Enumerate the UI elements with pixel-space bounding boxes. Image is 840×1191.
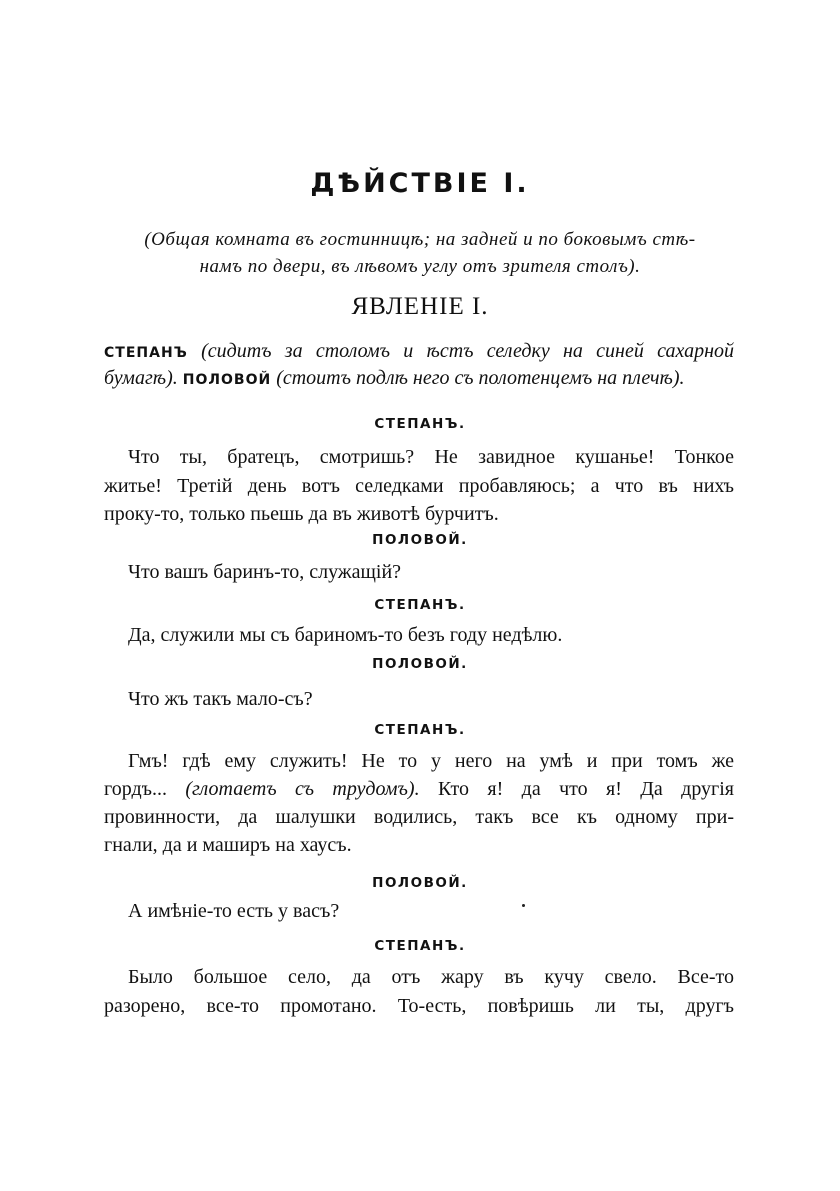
dialogue-stage-direction: (глотаетъ съ трудомъ). — [185, 778, 420, 800]
speaker-label: ПОЛОВОЙ. — [372, 656, 468, 672]
dialogue-line: А имѣніе-то есть у васъ? — [128, 900, 340, 922]
speaker-label: СТЕПАНЪ. — [374, 722, 466, 738]
scene-direction-line-2 — [104, 367, 734, 390]
dialogue-line: Гмъ! гдѣ ему служить! Не то у него на умѣ и при томъ же — [128, 750, 734, 772]
dialogue-line: провинности, да шалушки водились, такъ все къ одному при- — [104, 806, 734, 828]
speaker-label: ПОЛОВОЙ. — [372, 875, 468, 891]
dialogue-line: разорено, все-то промотано. То-есть, повѣришь ли ты, другъ — [104, 995, 734, 1017]
speaker-label: СТЕПАНЪ. — [374, 416, 466, 432]
speaker-label: СТЕПАНЪ. — [374, 938, 466, 954]
dialogue-line: Что жъ такъ мало-съ? — [128, 688, 313, 710]
act-title: ДѢЙСТВІЕ I. — [310, 168, 530, 199]
dialogue-line: Было большое село, да отъ жару въ кучу свело. Все-то — [128, 966, 734, 988]
scene-direction-text-3: (стоитъ подлѣ него съ полотенцемъ на плечѣ). — [276, 367, 685, 389]
scene-direction-line-1 — [104, 340, 734, 363]
dialogue-line: Что вашъ баринъ-то, служащій? — [128, 561, 402, 583]
scene-title: ЯВЛЕНІЕ I. — [351, 293, 489, 320]
dialogue-line: житье! Третій день вотъ селедками пробавляюсь; а что въ нихъ — [104, 475, 734, 497]
speaker-label: ПОЛОВОЙ. — [372, 532, 468, 548]
ink-speck — [522, 904, 525, 907]
dialogue-text: Кто я! да что я! Да другія — [437, 778, 735, 800]
scene-direction-text-2: бумагѣ). — [104, 367, 178, 389]
scene-direction-speaker-2: ПОЛОВОЙ — [182, 372, 272, 388]
scene-direction-speaker-1: СТЕПАНЪ — [104, 345, 188, 361]
dialogue-text: гордъ... — [104, 778, 167, 800]
stage-direction-line-1: (Общая комната въ гостинницѣ; на задней и по боковымъ стѣ- — [144, 229, 696, 250]
dialogue-line: Да, служили мы съ бариномъ-то безъ году недѣлю. — [128, 624, 563, 646]
dialogue-line-mixed — [104, 778, 734, 801]
speaker-label: СТЕПАНЪ. — [374, 597, 466, 613]
dialogue-line: проку-то, только пьешь да въ животѣ бурчитъ. — [104, 503, 499, 525]
dialogue-line: Что ты, братецъ, смотришь? Не завидное кушанье! Тонкое — [128, 446, 734, 468]
scene-direction-text-1: (сидитъ за столомъ и ѣстъ селедку на синей сахарной — [201, 340, 734, 362]
dialogue-line: гнали, да и маширъ на хаусъ. — [104, 834, 352, 856]
stage-direction-line-2: намъ по двери, въ лѣвомъ углу отъ зрителя столъ). — [199, 256, 641, 277]
